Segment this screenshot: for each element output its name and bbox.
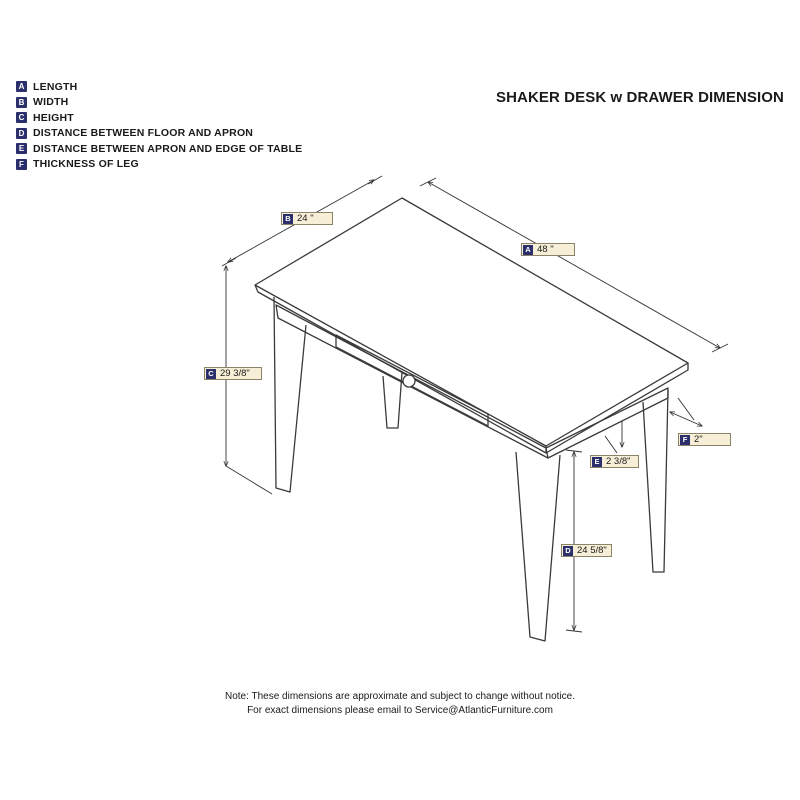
legend-key: A <box>16 81 27 92</box>
dimension-e-label <box>590 455 639 468</box>
legend-label: HEIGHT <box>33 111 74 124</box>
dimension-value: 48 " <box>537 244 554 255</box>
dimension-key: F <box>680 435 690 445</box>
dimension-a-label <box>521 243 575 256</box>
dimension-c-label <box>204 367 262 380</box>
dimension-value: 2" <box>694 434 703 445</box>
legend-key: F <box>16 159 27 170</box>
dimension-value: 24 " <box>297 213 314 224</box>
note-line-1: Note: These dimensions are approximate and subject to change without notice. <box>224 691 576 702</box>
note-line-2: For exact dimensions please email to Service@AtlanticFurniture.com <box>247 705 553 716</box>
legend-key: D <box>16 128 27 139</box>
legend-label: LENGTH <box>33 80 78 93</box>
legend-label: WIDTH <box>33 96 69 109</box>
dimension-f-label <box>678 433 731 446</box>
drawer-knob <box>403 375 415 387</box>
legend-label: THICKNESS OF LEG <box>33 158 139 171</box>
dimension-key: A <box>523 245 533 255</box>
dimension-value: 24 5/8" <box>577 545 607 556</box>
legend-key: B <box>16 97 27 108</box>
legend-label: DISTANCE BETWEEN FLOOR AND APRON <box>33 127 254 140</box>
dimension-value: 29 3/8" <box>220 368 250 379</box>
back-right-leg <box>643 390 668 572</box>
dimension-key: C <box>206 369 216 379</box>
legend-key: E <box>16 143 27 154</box>
dimension-b-label <box>281 212 333 225</box>
dimension-key: E <box>592 457 602 467</box>
disclaimer-note <box>0 690 800 718</box>
legend-key: C <box>16 112 27 123</box>
legend-label: DISTANCE BETWEEN APRON AND EDGE OF TABLE <box>33 142 303 155</box>
diagram-title: SHAKER DESK w DRAWER DIMENSION <box>495 89 784 106</box>
front-right-leg <box>516 452 560 641</box>
dimension-key: B <box>283 214 293 224</box>
dimension-key: D <box>563 546 573 556</box>
dimension-d-label <box>561 544 612 557</box>
front-left-leg <box>274 297 306 492</box>
dimension-value: 2 3/8" <box>606 456 631 467</box>
